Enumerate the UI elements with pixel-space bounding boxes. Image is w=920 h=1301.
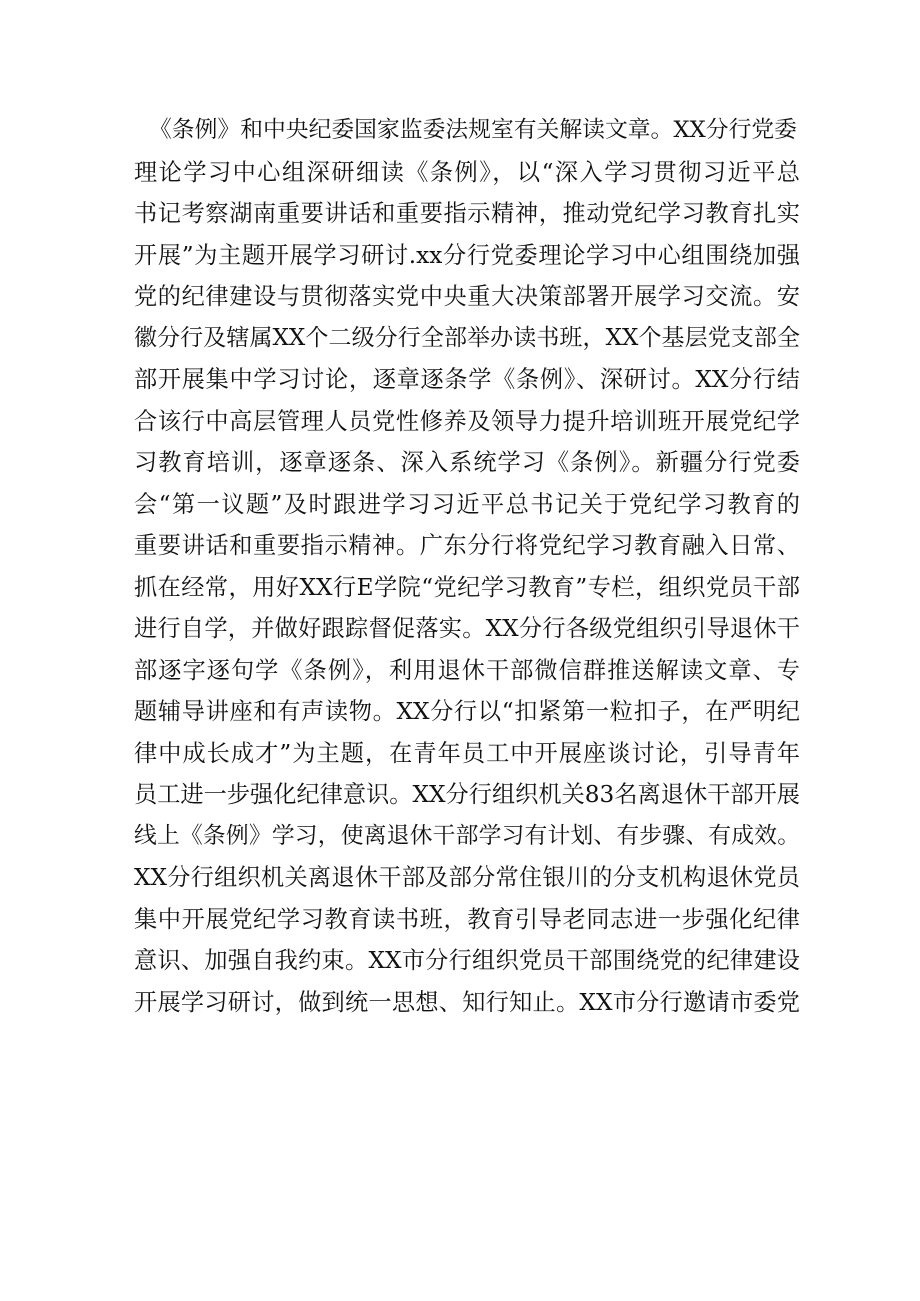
text-line: 题辅导讲座和有声读物。XX分行以“扣紧第一粒扣子，在严明纪 xyxy=(134,698,800,725)
text-line: 开展学习研讨，做到统一思想、知行知止。XX市分行邀请市委党 xyxy=(134,988,800,1016)
text-line: XX分行组织机关离退休干部及部分常住银川的分支机构退休党员 xyxy=(134,864,800,891)
text-line: 律中成长成才”为主题，在青年员工中开展座谈讨论，引导青年 xyxy=(134,739,800,767)
text-line: 重要讲话和重要指示精神。广东分行将党纪学习教育融入日常、 xyxy=(134,532,800,559)
text-line: 进行自学，并做好跟踪督促落实。XX分行各级党组织引导退休干 xyxy=(134,615,800,642)
text-line: 《条例》和中央纪委国家监委法规室有关解读文章。XX分行党委 xyxy=(149,117,797,143)
text-line: 部逐字逐句学《条例》，利用退休干部微信群推送解读文章、专 xyxy=(134,656,800,684)
text-line: 会“第一议题”及时跟进学习习近平总书记关于党纪学习教育的 xyxy=(134,490,800,518)
text-line: 开展”为主题开展学习研讨.xx分行党委理论学习中心组围绕加强 xyxy=(134,241,800,269)
text-line: 习教育培训，逐章逐条、深入系统学习《条例》。新疆分行党委 xyxy=(134,449,800,476)
text-line: 线上《条例》学习，使离退休干部学习有计划、有步骤、有成效。 xyxy=(134,822,800,849)
text-line: 徽分行及辖属XX个二级分行全部举办读书班，XX个基层党支部全 xyxy=(134,324,800,351)
text-line: 部开展集中学习讨论，逐章逐条学《条例》、深研讨。XX分行结 xyxy=(134,366,800,393)
text-line: 理论学习中心组深研细读《条例》，以“深入学习贯彻习近平总 xyxy=(134,158,800,186)
text-line: 意识、加强自我约束。XX市分行组织党员干部围绕党的纪律建设 xyxy=(134,947,800,974)
text-line: 集中开展党纪学习教育读书班，教育引导老同志进一步强化纪律 xyxy=(134,905,800,933)
body-paragraph xyxy=(134,110,800,1023)
text-line: 书记考察湖南重要讲话和重要指示精神，推动党纪学习教育扎实 xyxy=(134,200,800,227)
text-line: 抓在经常，用好XX行E学院“党纪学习教育”专栏，组织党员干部 xyxy=(134,573,800,601)
text-line: 员工进一步强化纪律意识。XX分行组织机关83名离退休干部开展 xyxy=(134,781,800,808)
text-line: 合该行中高层管理人员党性修养及领导力提升培训班开展党纪学 xyxy=(134,407,800,435)
text-line: 党的纪律建设与贯彻落实党中央重大决策部署开展学习交流。安 xyxy=(134,283,800,310)
